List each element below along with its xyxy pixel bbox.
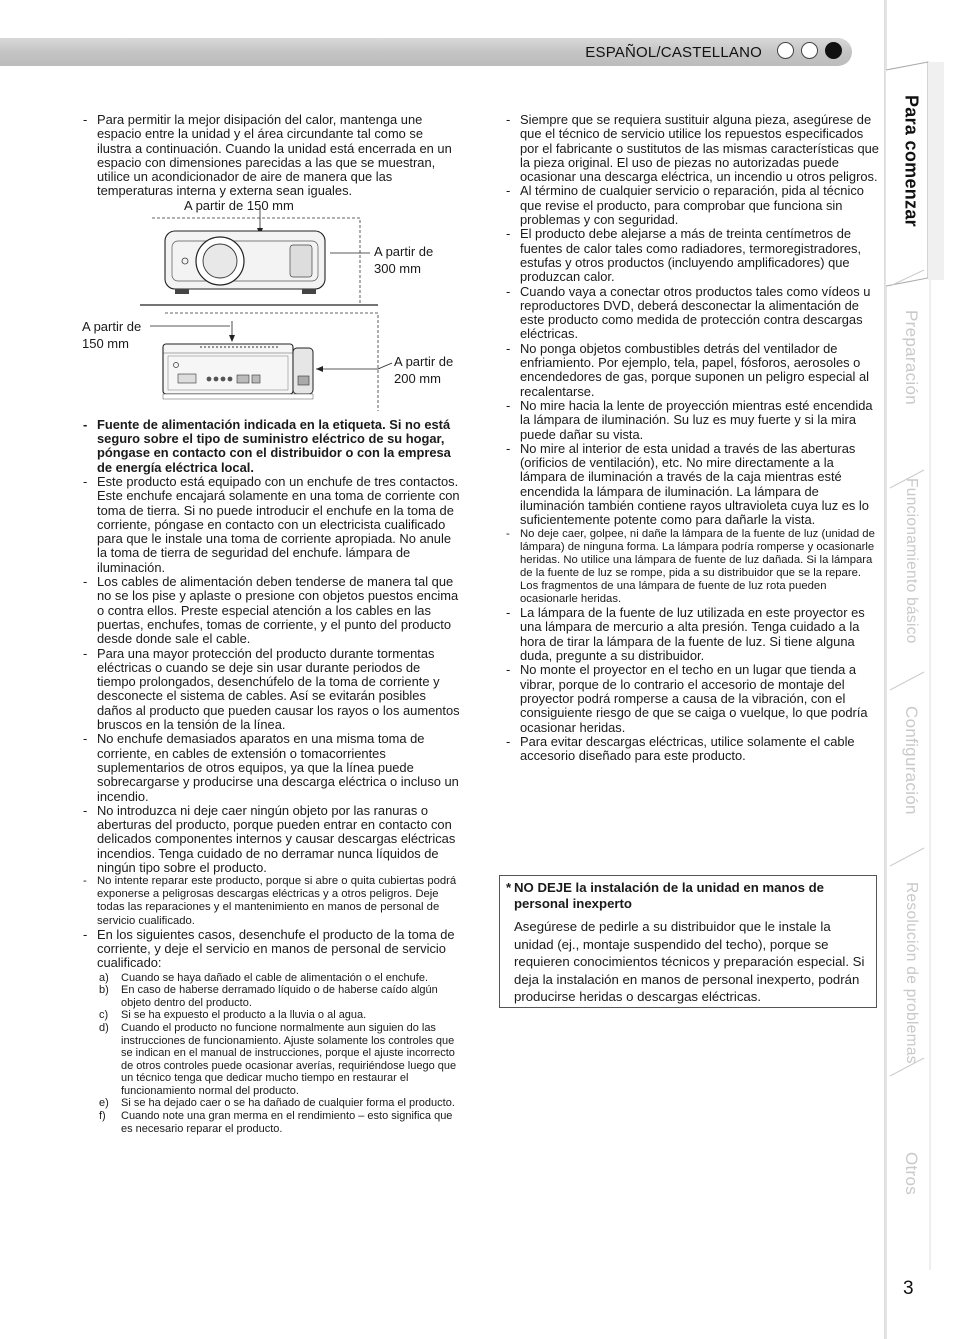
service-conditions-list [97,972,460,1136]
notice-asterisk: * [506,880,512,895]
list-item: - No ponga objetos combustibles detrás del ventilador de enfriamiento. Por ejemplo, tela, papel, fósforos, aerosoles o encendedores de gas, porque suponen un peligro especial al recalentarse. [503,342,881,399]
sub-list-item [97,984,460,1009]
sub-list-marker: d) [99,1021,109,1034]
right-bottom-clearance-label [394,353,453,387]
right-bottom-clearance-line2: 200 mm [394,370,441,386]
indicator-circle-empty-1 [777,42,794,59]
notice-body: Asegúrese de pedirle a su distribuidor que le instale la unidad (ej., montaje suspendido del techo), porque se requieren conocimientos técnicos y preparación especial. Si deja la instalación en manos de personal inexperto, podrán producirse heridas o descargas eléctricas. [514,919,865,1004]
sub-list-item [97,1110,460,1135]
list-item-text: En los siguientes casos, desenchufe el producto de la toma de corriente, y deje el servicio en manos de personal de servicio cualificado: [97,926,455,971]
indicator-circle-filled [825,42,842,59]
sub-list-text: Cuando note una gran merma en el rendimiento – esto significa que es necesario reparar el producto. [121,1110,453,1135]
list-item: - No deje caer, golpee, ni dañe la lámpara de la fuente de luz (unidad de lámpara) de ninguna forma. La lámpara podría romperse y ocasionarle heridas. No utilice una lámpara de fuente de luz dañada. Si la lámpara de la fuente de luz se rompe, pida a su distribuidor que se la repare. Los fragmentos de una lámpara de fuente de luz rota pueden ocasionarle heridas. [503,528,881,607]
list-item: - Al término de cualquier servicio o reparación, pida al técnico que revise el producto, para comprobar que funciona sin problemas y con seguridad. [503,184,881,227]
tab-funcionamiento-basico[interactable] [888,478,934,644]
sub-list-item [97,1097,460,1110]
notice-title [506,880,868,911]
sub-list-item [97,1009,460,1022]
tab-label: Resolución de problemas [903,882,920,1064]
sub-list-marker: e) [99,1097,109,1110]
list-item: - No monte el proyector en el techo en un lugar que tienda a vibrar, porque de lo contrario el accesorio de montaje del proyector podrá romperse a causa de la vibración, con el consiguiente riesgo de que se caiga o vuelque, lo que podría ocasionar heridas. [503,663,881,734]
sub-list-marker: f) [99,1110,106,1123]
right-top-clearance-label [374,243,433,277]
language-label: ESPAÑOL/CASTELLANO [585,44,762,61]
list-item: - No mire hacia la lente de proyección mientras esté encendida la lámpara de iluminación. Su luz es muy fuerte y si la mira puede dañar su vista. [503,399,881,442]
list-item: - El producto debe alejarse a más de treinta centímetros de fuentes de calor tales como radiadores, termoregistradores, estufas y otros productos (incluyendo amplificadores) que produzcan calor. [503,227,881,284]
list-item: - No intente reparar este producto, porque si abre o quita cubiertas podrá exponerse a peligrosas descargas eléctricas y a otros peligros. Deje todas las reparaciones y el mantenimiento en manos de personal de servicio cualificado. [80,875,460,927]
tab-label: Configuración [902,706,921,815]
list-item: - Fuente de alimentación indicada en la etiqueta. Si no está seguro sobre el tipo de suministro eléctrico de su hogar, póngase en contacto con el distribuidor o con la empresa de energía eléctrica local. [80,418,460,475]
right-top-clearance-line1: A partir de [374,243,434,259]
sub-list-marker: c) [99,1009,109,1022]
list-item [80,928,460,1136]
list-item: - No introduzca ni deje caer ningún objeto por las ranuras o aberturas del producto, porque pueden entrar en contacto con delicados componentes internos y causar descargas eléctricas incendios. Tenga cuidado de no derramar nunca líquidos de ningún tipo sobre el producto. [80,804,460,875]
left-clearance-line1: A partir de [82,318,142,334]
notice-title-text: NO DEJE la instalación de la unidad en manos de personal inexperto [514,880,824,911]
list-item: - Cuando vaya a conectar otros productos tales como vídeos u reproductores DVD, deberá desconectar la alimentación de este producto como medida de protección contra descargas eléctricas. [503,285,881,342]
header-bar [0,38,852,66]
language-indicator [777,42,842,59]
right-column [503,113,881,763]
tab-para-comenzar[interactable] [888,95,934,227]
tab-label: Preparación [902,310,921,405]
list-item: - No enchufe demasiados aparatos en una misma toma de corriente, en cables de extensión o tomacorrientes suplementarios de otros equipos, ya que la línea puede sobrecargarse y producirse una descarga eléctrica o incluso un incendio. [80,732,460,803]
sub-list-text: Si se ha dejado caer o se ha dañado de cualquier forma el producto. [121,1097,455,1110]
sub-list-text: Cuando se haya dañado el cable de alimentación o el enchufe. [121,971,429,984]
sub-list-text: Cuando el producto no funcione normalmente aun siguien do las instrucciones de funcionamiento. Ajuste solamente los controles que se indican en el manual de instrucciones, porque el ajuste incorrecto de otros controles puede ocasionar averías, requiriéndose luego que un técnico tenga que dedicar mucho tiempo en restaurar el funcionamiento normal del producto. [121,1021,457,1097]
list-item: - Para permitir la mejor disipación del calor, mantenga une espacio entre la unidad y el área circundante tal como se ilustra a continuación. Cuando la unidad está encerrada en un espacio con dimensiones parecidas a las que se muestran, utilice un acondicionador de aire de manera que las temperaturas interna y externa sean iguales. [80,113,460,199]
right-top-clearance-line2: 300 mm [374,260,421,276]
left-column [80,113,460,1135]
list-item: - La lámpara de la fuente de luz utilizada en este proyector es una lámpara de mercurio a alta presión. Tenga cuidado a la hora de tirar la lámpara de la fuente de luz. Si tiene alguna duda, pregunte a su distribuidor. [503,606,881,663]
left-clearance-line2: 150 mm [82,335,129,351]
sub-list-text: En caso de haberse derramado líquido o de haberse caído algún objeto dentro del producto. [121,984,438,1009]
sub-list-item [97,1022,460,1098]
tab-resolucion-de-problemas[interactable] [888,882,934,1064]
sub-list-marker: b) [99,984,109,997]
list-item: - Siempre que se requiera sustituir alguna pieza, asegúrese de que el técnico de servicio utilice los repuestos especificados por el fabricante o sustitutos de las mismas características que la pieza original. El uso de piezas no autorizadas puede ocasionar una descarga eléctrica, un incendio u otros peligros. [503,113,881,184]
sub-list-item [97,972,460,985]
top-clearance-label: A partir de 150 mm [184,197,294,213]
right-bottom-clearance-line1: A partir de [394,353,454,369]
tab-configuracion[interactable] [888,706,934,815]
list-item: - Para una mayor protección del producto durante tormentas eléctricas o cuando se deje sin usar durante periodos de tiempo prolongados, desenchúfelo de la toma de corriente y desconecte el sistema de cables. Así se evitarán posibles daños al producto que pueden causar los rayos o los aumentos bruscos en la tensión de la línea. [80,647,460,733]
tab-label: Otros [902,1152,921,1196]
left-clearance-label [82,318,141,352]
clearance-diagram [80,197,460,414]
tab-label: Funcionamiento básico [903,478,920,644]
tab-preparacion[interactable] [888,310,934,405]
list-item: - No mire al interior de esta unidad a través de las aberturas (orificios de ventilación), etc. No mire directamente a la lámpara de iluminación a través de la caja mientras esté encendida la lámpara de iluminación. La lámpara de iluminación también contiene rayos ultravioleta cuya luz es lo suficientemente potente como para dañarle la vista. [503,442,881,528]
section-side-tabs [884,0,954,1339]
sub-list-text: Si se ha expuesto el producto a la lluvia o al agua. [121,1009,367,1022]
installation-notice-box [499,875,877,1008]
tab-label: Para comenzar [901,95,922,227]
page-number: 3 [903,1278,914,1299]
tab-otros[interactable] [888,1152,934,1195]
list-item: - Este producto está equipado con un enchufe de tres contactos. Este enchufe encajará solamente en una toma de corriente con toma de tierra. Si no puede introducir el enchufe en la toma de corriente, póngase en contacto con un electricista cualificado para que le instale una toma de corriente apropiada. No anule la toma de tierra de seguridad del enchufe. lámpara de iluminación. [80,475,460,575]
sub-list-marker: a) [99,971,109,984]
list-item: - Para evitar descargas eléctricas, utilice solamente el cable accesorio diseñado para este producto. [503,735,881,764]
list-item: - Los cables de alimentación deben tenderse de manera tal que no se los pise y aplaste o presione con objetos puestos encima o contra ellos. Preste especial atención a los cables en las puertas, enchufes, tomas de corriente, y el punto del producto desde donde sale el cable. [80,575,460,646]
indicator-circle-empty-2 [801,42,818,59]
